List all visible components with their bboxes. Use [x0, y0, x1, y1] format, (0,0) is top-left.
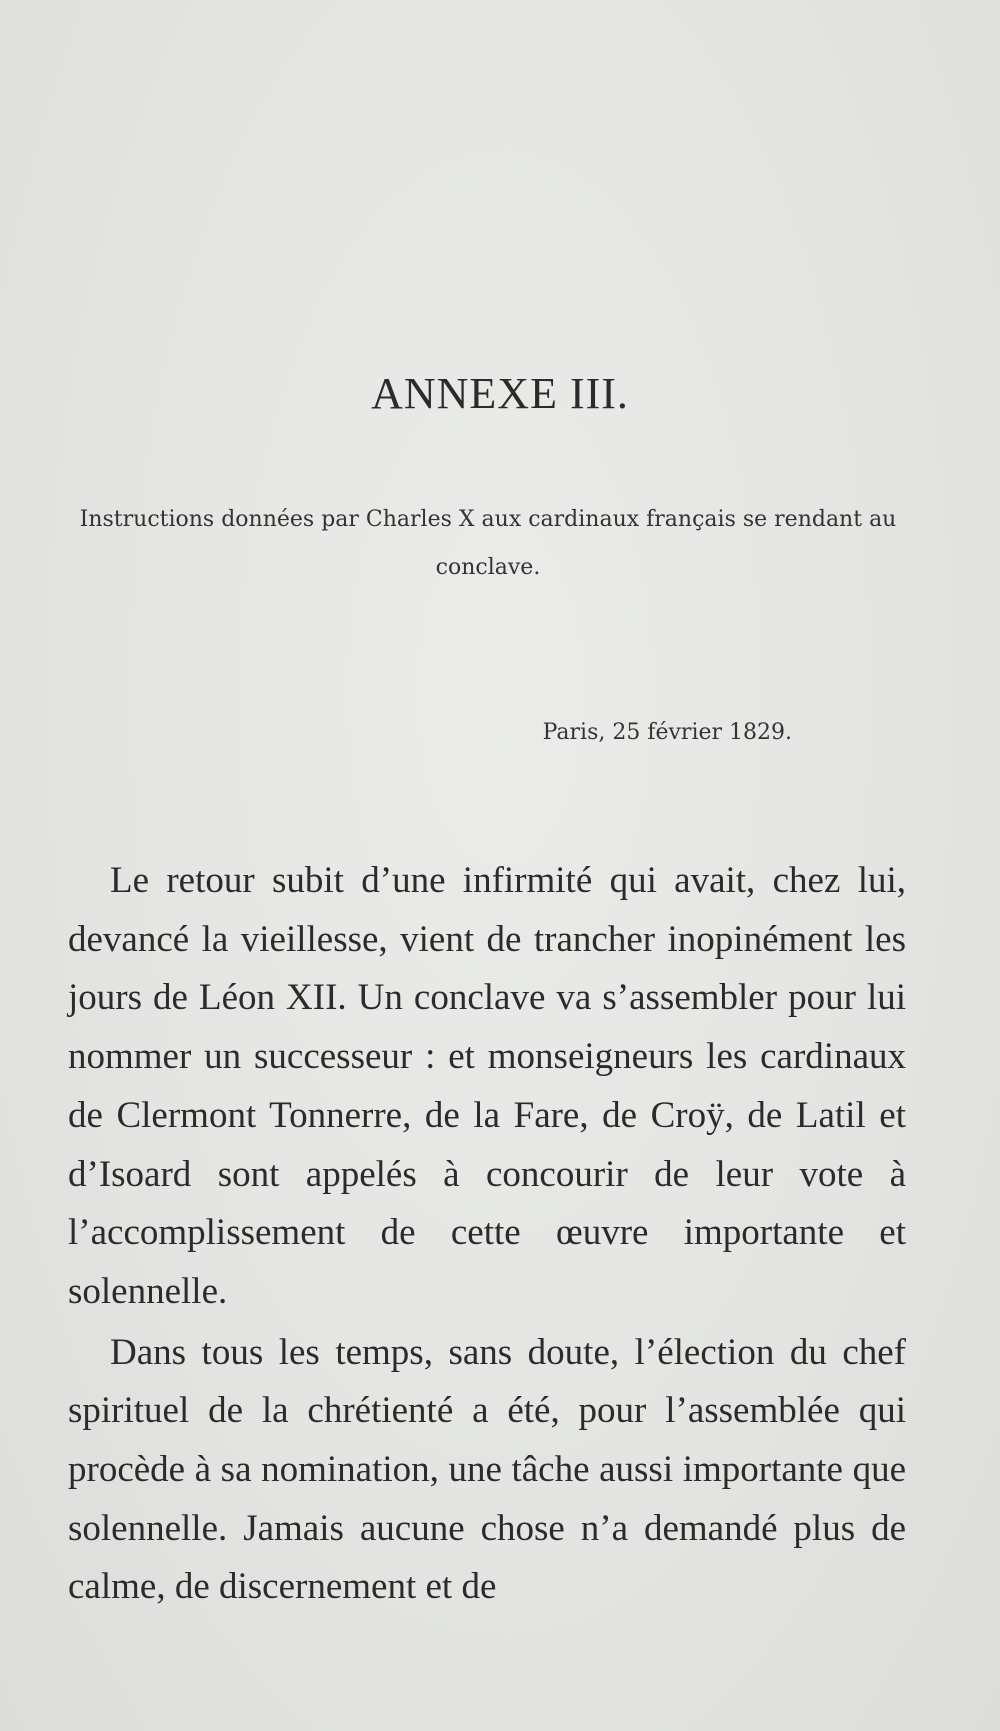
document-subtitle: Instructions données par Charles X aux cardinaux français se rendant au conclave. [79, 507, 897, 580]
annex-heading: ANNEXE III. [371, 369, 629, 418]
dateline: Paris, 25 février 1829. [542, 720, 792, 745]
paragraph: Dans tous les temps, sans doute, l’élection du chef spirituel de la chrétienté a été, pour l’assemblée qui procède à sa nomination, une tâche aussi importante que solennelle. Jamais aucune chose n’a demandé plus de calme, de discernement et de [68, 1331, 906, 1608]
body-text [68, 852, 906, 1617]
paragraph: Le retour subit d’une infirmité qui avait, chez lui, devancé la vieillesse, vient de trancher inopinément les jours de Léon XII. Un conclave va s’assembler pour lui nommer un successeur : et monseigneurs les cardinaux de Clermont Tonnerre, de la Fare, de Croÿ, de Latil et d’Isoard sont appelés à concourir de leur vote à l’accomplissement de cette œuvre importante et solennelle. [68, 860, 906, 1312]
